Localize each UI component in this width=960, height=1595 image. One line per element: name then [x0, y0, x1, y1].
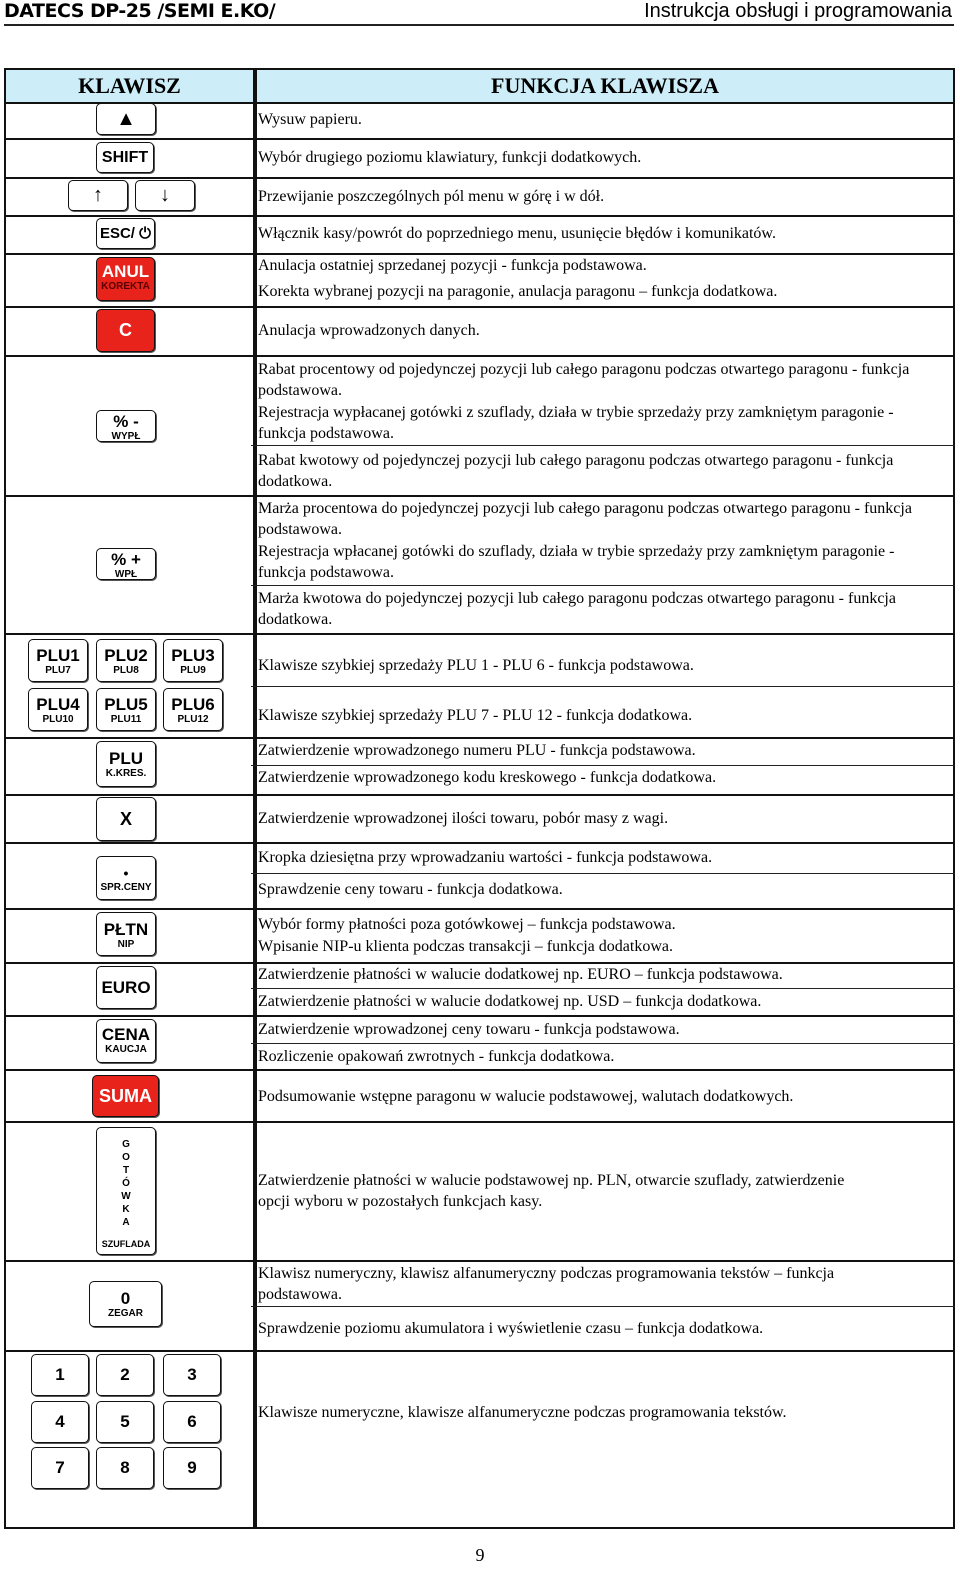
function-text: Anulacja ostatniej sprzedanej pozycji - funkcja podstawowa. — [258, 257, 647, 274]
function-text: Zatwierdzenie wprowadzonej ilości towaru, pobór masy z wagi. — [258, 810, 669, 827]
function-text: Zatwierdzenie płatności w walucie dodatkowej np. EURO – funkcja podstawowa. — [258, 966, 783, 983]
header-model: DATECS DP-25 /SEMI E.KO/ — [4, 0, 276, 22]
col-header-function: FUNKCJA KLAWISZA — [491, 73, 719, 98]
page-number: 9 — [475, 1545, 485, 1565]
plu4-key: PLU4 PLU10 — [28, 688, 88, 731]
function-text: Marża procentowa do pojedynczej pozycji lub całego paragonu podczas otwartego paragonu - funkcja podstawowa. — [258, 500, 912, 538]
function-text: Rabat procentowy od pojedynczej pozycji lub całego paragonu podczas otwartego paragonu - funkcja podstawowa. — [258, 361, 910, 399]
up-triangle-icon: ▲ — [116, 108, 136, 130]
row-divider — [6, 737, 955, 739]
function-text: Klawisze szybkiej sprzedaży PLU 7 - PLU 12 - funkcja dodatkowa. — [258, 707, 693, 724]
digit-7-key: 7 — [31, 1447, 89, 1489]
esc-power-key: ESC/ ⏻ — [96, 218, 155, 249]
digit-8-key: 8 — [96, 1447, 154, 1489]
arrow-down-key — [135, 180, 195, 211]
paper-feed-key — [96, 103, 156, 135]
row-divider — [6, 842, 955, 844]
function-text: Korekta wybranej pozycji na paragonie, anulacja paragonu – funkcja dodatkowa. — [258, 283, 778, 300]
sub-row-divider — [251, 988, 955, 989]
function-text: Rabat kwotowy od pojedynczej pozycji lub całego paragonu podczas otwartego paragonu - funkcja dodatkowa. — [258, 452, 894, 490]
suma-key: SUMA — [92, 1075, 159, 1117]
arrow-up-icon: ↑ — [93, 184, 103, 206]
arrow-up-key — [68, 180, 128, 211]
digit-6-key: 6 — [163, 1401, 221, 1443]
function-text: Klawisze szybkiej sprzedaży PLU 1 - PLU 6 - funkcja podstawowa. — [258, 657, 694, 674]
row-divider — [6, 177, 955, 179]
euro-key: EURO — [96, 966, 156, 1009]
plu6-key: PLU6 PLU12 — [163, 688, 223, 731]
digit-4-key: 4 — [31, 1401, 89, 1443]
row-divider — [6, 138, 955, 140]
function-text: Rejestracja wypłacanej gotówki z szuflady, działa w trybie sprzedaży przy zamkniętym paragonie - funkcja podstawowa. — [258, 404, 894, 442]
row-divider — [6, 306, 955, 308]
plu3-key: PLU3 PLU9 — [163, 639, 223, 682]
plu5-key: PLU5 PLU11 — [96, 688, 156, 731]
col-header-key: KLAWISZ — [78, 73, 181, 98]
function-text: Rozliczenie opakowań zwrotnych - funkcja dodatkowa. — [258, 1048, 615, 1065]
cena-kaucja-key: CENA KAUCJA — [96, 1019, 156, 1063]
row-divider — [6, 1069, 955, 1071]
table-header-row — [6, 70, 953, 104]
row-divider — [6, 908, 955, 910]
function-text: Rejestracja wpłacanej gotówki do szuflady, działa w trybie sprzedaży przy zamkniętym paragonie - funkcja podstawowa. — [258, 543, 895, 581]
function-text: Klawisze numeryczne, klawisze alfanumeryczne podczas programowania tekstów. — [258, 1404, 787, 1421]
plu1-key: PLU1 PLU7 — [28, 639, 88, 682]
sub-row-divider — [251, 765, 955, 766]
row-divider — [6, 495, 955, 497]
digit-5-key: 5 — [96, 1401, 154, 1443]
sub-row-divider — [251, 585, 955, 586]
sub-row-divider — [251, 1306, 955, 1307]
digit-1-key: 1 — [31, 1354, 89, 1396]
function-text: Zatwierdzenie płatności w walucie dodatkowej np. USD – funkcja dodatkowa. — [258, 993, 762, 1010]
sub-row-divider — [251, 1043, 955, 1044]
arrow-down-icon: ↓ — [160, 184, 170, 206]
percent-plus-key: % + WPŁ — [96, 548, 156, 580]
row-divider — [6, 794, 955, 796]
function-text: Przewijanie poszczególnych pól menu w górę i w dół. — [258, 188, 605, 205]
shift-key: SHIFT — [96, 142, 154, 173]
c-key: C — [96, 309, 155, 352]
function-text: Zatwierdzenie wprowadzonej ceny towaru - funkcja podstawowa. — [258, 1021, 680, 1038]
plu-kres-key: PLU K.KRES. — [96, 741, 156, 787]
row-divider — [6, 215, 955, 217]
function-text: Wybór drugiego poziomu klawiatury, funkcji dodatkowych. — [258, 149, 642, 166]
row-divider — [6, 1350, 955, 1352]
header-title: Instrukcja obsługi i programowania — [644, 0, 952, 22]
function-text: Zatwierdzenie wprowadzonego numeru PLU - funkcja podstawowa. — [258, 742, 696, 759]
sub-row-divider — [251, 686, 955, 687]
plu2-key: PLU2 PLU8 — [96, 639, 156, 682]
zero-clock-key: 0 ZEGAR — [89, 1281, 162, 1327]
function-text: Marża kwotowa do pojedynczej pozycji lub całego paragonu podczas otwartego paragonu - funkcja dodatkowa. — [258, 590, 896, 628]
row-divider — [6, 633, 955, 635]
payment-nip-key: PŁTN NIP — [96, 912, 156, 956]
function-text: Włącznik kasy/powrót do poprzedniego menu, usunięcie błędów i komunikatów. — [258, 225, 776, 242]
function-text: Sprawdzenie poziomu akumulatora i wyświetlenie czasu – funkcja dodatkowa. — [258, 1320, 764, 1337]
function-text: Wybór formy płatności poza gotówkowej – funkcja podstawowa. — [258, 916, 676, 933]
digit-2-key: 2 — [96, 1354, 154, 1396]
sub-row-divider — [251, 445, 955, 446]
function-text: Sprawdzenie ceny towaru - funkcja dodatkowa. — [258, 881, 563, 898]
x-key: X — [96, 797, 156, 841]
function-text: Wysuw papieru. — [258, 111, 362, 128]
row-divider — [6, 1121, 955, 1123]
function-text: Klawisz numeryczny, klawisz alfanumeryczny podczas programowania tekstów – funkcja podstawowa. — [258, 1265, 835, 1303]
decimal-point-key: • SPR.CENY — [96, 856, 156, 900]
function-text: Wpisanie NIP-u klienta podczas transakcji – funkcja dodatkowa. — [258, 938, 673, 955]
row-divider — [6, 1015, 955, 1017]
sub-row-divider — [251, 873, 955, 874]
percent-minus-key: % - WYPŁ — [96, 410, 156, 442]
gotowka-key: G O T Ó W K A SZUFLADA — [96, 1127, 156, 1255]
function-text: Podsumowanie wstępne paragonu w walucie podstawowej, walutach dodatkowych. — [258, 1088, 794, 1105]
function-text: Zatwierdzenie płatności w walucie podstawowej np. PLN, otwarcie szuflady, zatwierdzenie opcji wyboru w pozostałych funkcjach kasy. — [258, 1172, 845, 1210]
digit-3-key: 3 — [163, 1354, 221, 1396]
function-text: Kropka dziesiętna przy wprowadzaniu wartości - funkcja podstawowa. — [258, 849, 713, 866]
digit-9-key: 9 — [163, 1447, 221, 1489]
function-text: Anulacja wprowadzonych danych. — [258, 322, 480, 339]
row-divider — [6, 355, 955, 357]
function-text: Zatwierdzenie wprowadzonego kodu kreskowego - funkcja dodatkowa. — [258, 769, 717, 786]
column-divider — [253, 70, 257, 1527]
anul-key: ANUL KOREKTA — [96, 257, 155, 301]
row-divider — [6, 1260, 955, 1262]
page-header — [4, 0, 954, 26]
